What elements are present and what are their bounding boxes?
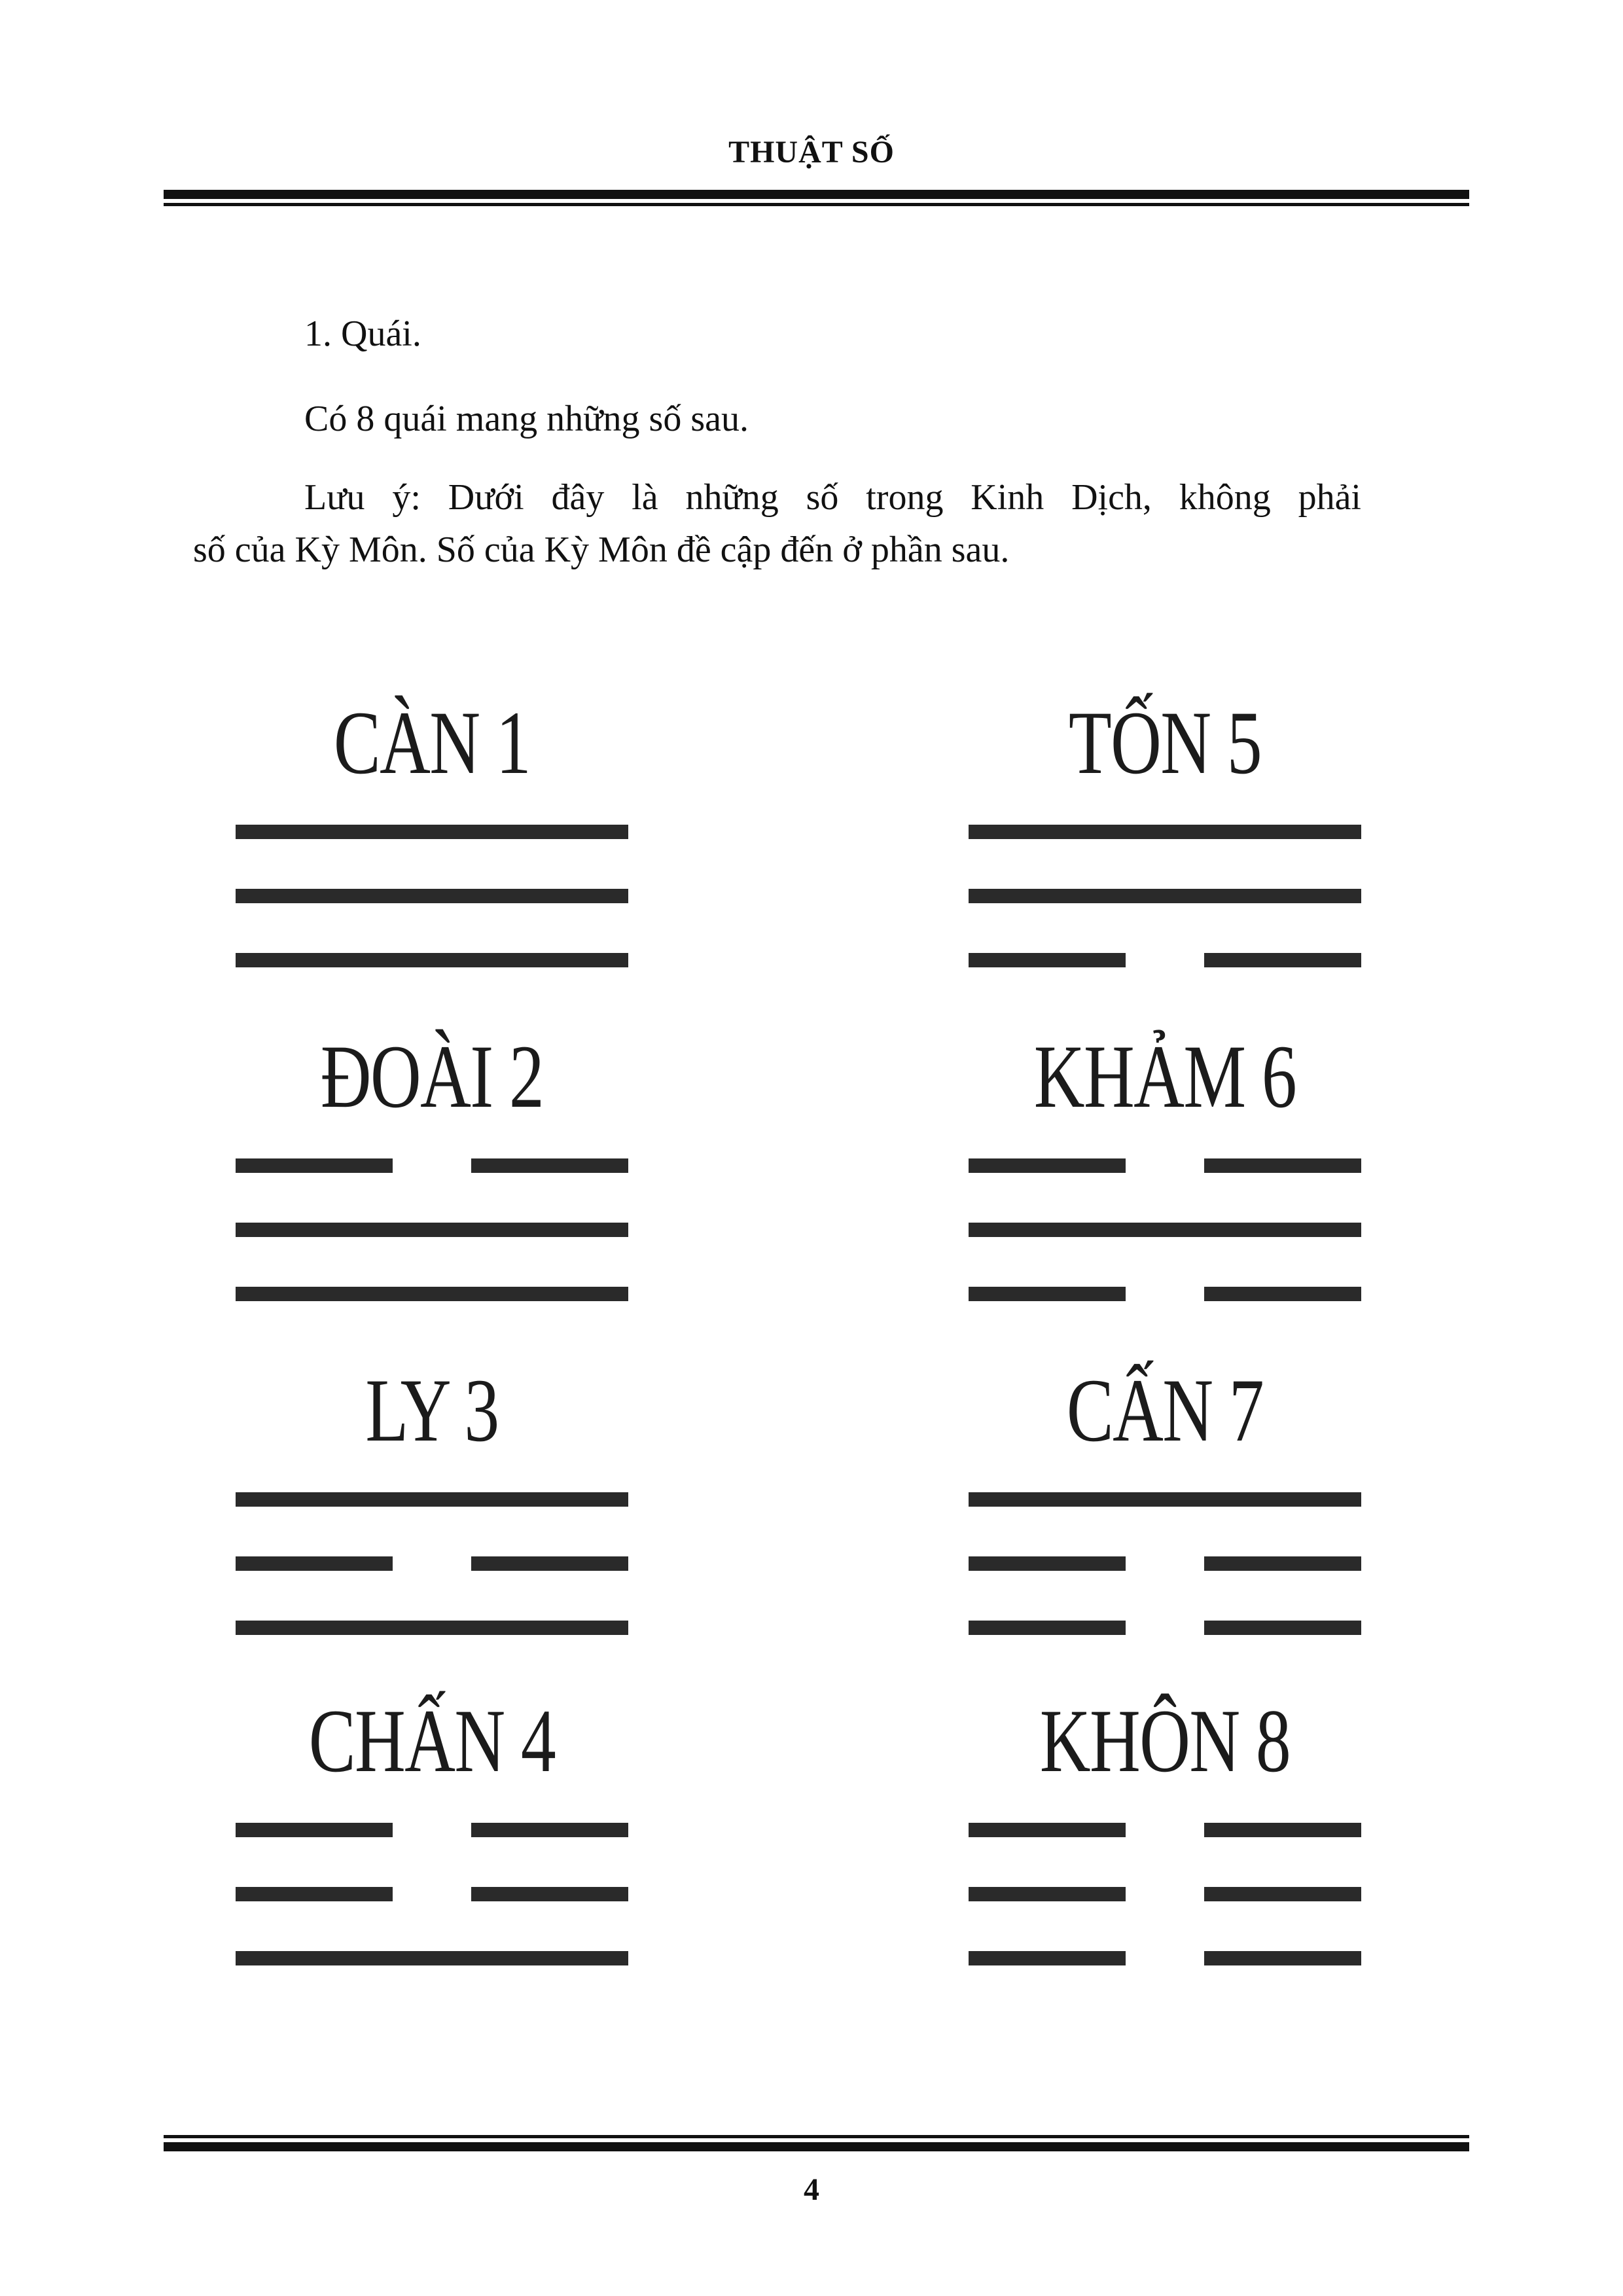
trigram-block [236,1361,628,1460]
line-segment [236,1951,628,1965]
line-segment [969,1621,1126,1635]
solid-line [969,1492,1361,1507]
line-segment [969,1556,1126,1571]
line-segment [969,1823,1126,1837]
trigram-name: KHẢM 6 [1033,1026,1296,1126]
line-segment [969,825,1361,839]
broken-line [969,1951,1361,1965]
line-segment [236,1492,628,1507]
trigram-name: ĐOÀI 2 [320,1026,544,1126]
footer-rule [164,2135,1469,2151]
broken-line [969,953,1361,967]
line-segment [236,1158,393,1173]
trigram-name: CÀN 1 [333,692,531,793]
solid-line [969,1223,1361,1237]
trigram-block [236,694,628,792]
trigram-name: LY 3 [365,1360,499,1460]
trigram-block [969,1692,1361,1790]
broken-line [969,1823,1361,1837]
trigram-block [969,694,1361,792]
solid-line [236,889,628,903]
line-segment [236,1556,393,1571]
solid-line [236,1951,628,1965]
page-number: 4 [804,2172,819,2207]
solid-line [969,825,1361,839]
broken-line [236,1887,628,1901]
line-segment [236,889,628,903]
broken-line [236,1158,628,1173]
solid-line [236,953,628,967]
broken-line [236,1823,628,1837]
solid-line [236,1621,628,1635]
line-segment [471,1158,628,1173]
trigram-name: TỐN 5 [1068,692,1262,793]
line-segment [1204,1621,1361,1635]
trigram-block [969,1361,1361,1460]
line-segment [471,1887,628,1901]
line-segment [969,889,1361,903]
solid-line [236,1287,628,1301]
line-segment [1204,1951,1361,1965]
line-segment [1204,1556,1361,1571]
trigram-block [969,1028,1361,1126]
trigram-block [236,1028,628,1126]
line-segment [236,1823,393,1837]
trigram-name: CẤN 7 [1066,1360,1264,1460]
line-segment [236,1621,628,1635]
broken-line [969,1556,1361,1571]
line-segment [969,1492,1361,1507]
line-segment [969,953,1126,967]
header-rule [164,190,1469,206]
line-segment [236,1887,393,1901]
line-segment [969,1887,1126,1901]
line-segment [969,1951,1126,1965]
line-segment [236,825,628,839]
line-segment [969,1158,1126,1173]
trigram-name: CHẤN 4 [308,1691,556,1791]
line-segment [1204,1287,1361,1301]
broken-line [969,1287,1361,1301]
solid-line [969,889,1361,903]
line-segment [1204,1823,1361,1837]
line-segment [236,1287,628,1301]
note-line-1: Lưu ý: Dưới đây là những số trong Kinh Dịch, không phải [304,477,1361,518]
line-segment [471,1823,628,1837]
broken-line [969,1887,1361,1901]
line-segment [969,1287,1126,1301]
note-line-2: số của Kỳ Môn. Số của Kỳ Môn đề cập đến ở phần sau. [193,529,1010,570]
line-segment [236,953,628,967]
trigram-block [236,1692,628,1790]
broken-line [969,1158,1361,1173]
broken-line [969,1621,1361,1635]
broken-line [236,1556,628,1571]
solid-line [236,1492,628,1507]
line-segment [236,1223,628,1237]
line-segment [969,1223,1361,1237]
note-paragraph [193,471,1361,576]
intro-paragraph: Có 8 quái mang những số sau. [304,399,749,439]
solid-line [236,825,628,839]
line-segment [1204,1887,1361,1901]
line-segment [471,1556,628,1571]
trigram-name: KHÔN 8 [1039,1691,1291,1791]
solid-line [236,1223,628,1237]
page-header-title: THUẬT SỐ [728,135,895,170]
section-heading: 1. Quái. [304,314,421,354]
line-segment [1204,953,1361,967]
line-segment [1204,1158,1361,1173]
